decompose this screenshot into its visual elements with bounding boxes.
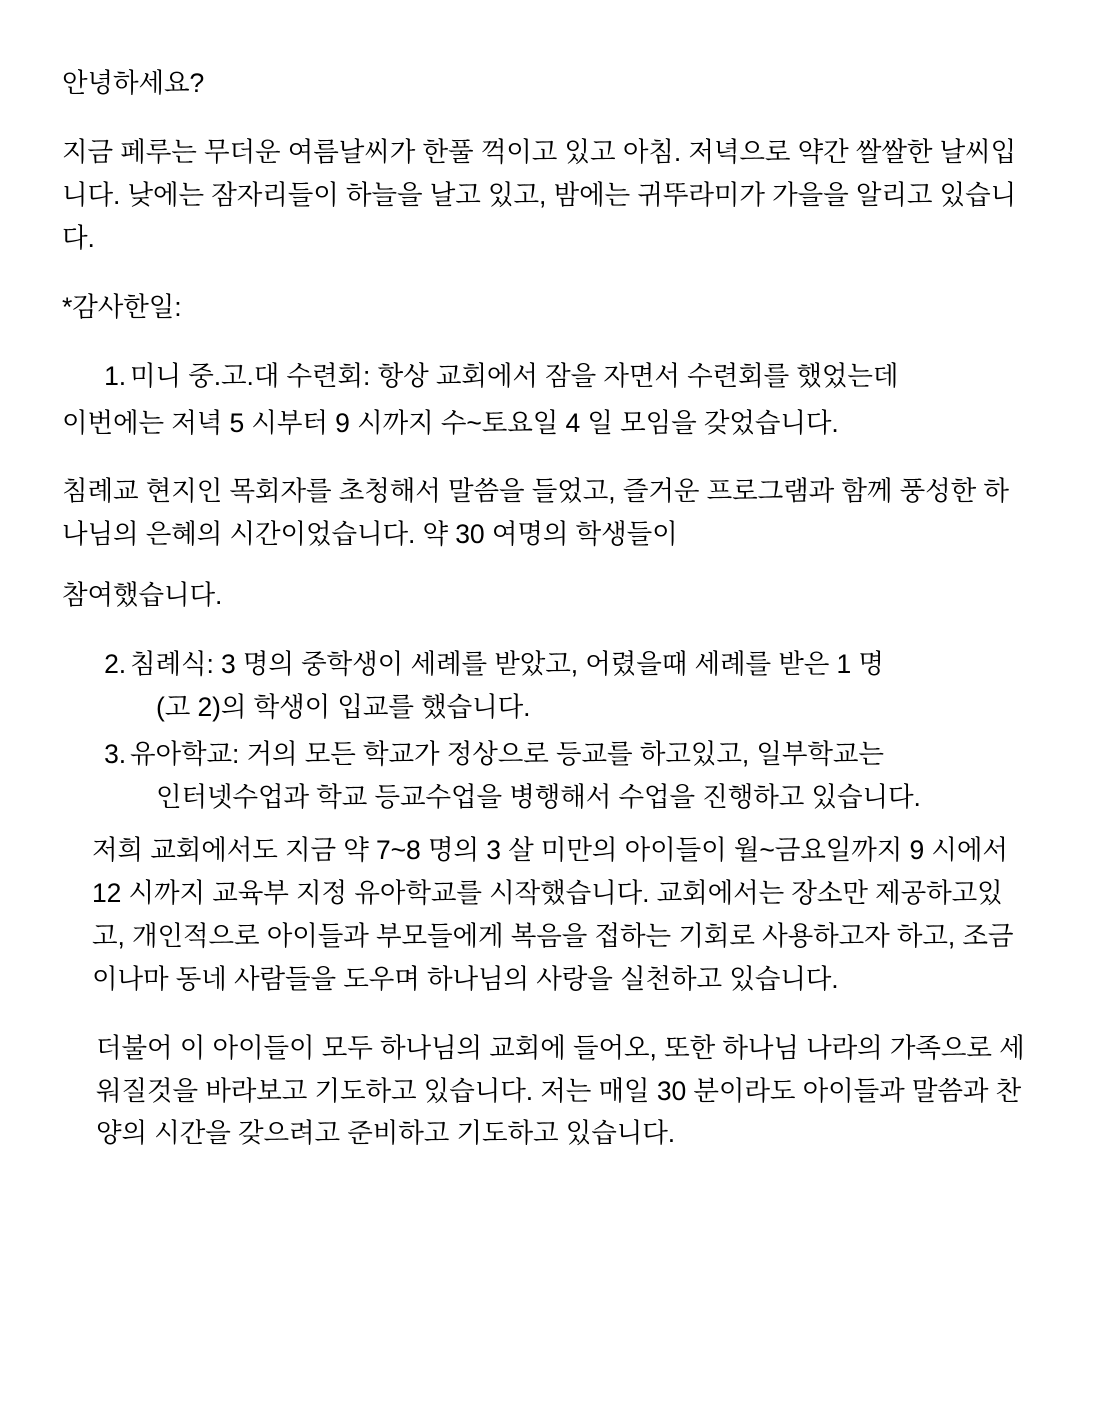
- list-item-label: 미니 중.고.대 수련회: 항상 교회에서 잠을 자면서 수련회를 했었는데: [130, 360, 899, 391]
- thanks-list-second: [62, 643, 1032, 819]
- thanks-heading: *감사한일:: [62, 291, 182, 322]
- list-item: [62, 643, 1032, 729]
- list-item-number: 2.: [104, 649, 126, 680]
- prayer-paragraph: 더불어 이 아이들이 모두 하나님의 교회에 들어오, 또한 하나님 나라의 가족으로 세워질것을 바라보고 기도하고 있습니다. 저는 매일 30 분이라도 아이들과 말씀과 찬양의 시간을 갖으려고 준비하고 기도하고 있습니다.: [96, 1032, 1025, 1149]
- list-item: [62, 733, 1032, 819]
- item1-follow-paragraph-2: 침례교 현지인 목회자를 초청해서 말씀을 들었고, 즐거운 프로그램과 함께 풍성한 하나님의 은혜의 시간이었습니다. 약 30 여명의 학생들이: [62, 476, 1009, 550]
- list-item: [62, 355, 1032, 398]
- kindergarten-paragraph: 저희 교회에서도 지금 약 7~8 명의 3 살 미만의 아이들이 월~금요일까지 9 시에서 12 시까지 교육부 지정 유아학교를 시작했습니다. 교회에서는 장소만 제공하고있고, 개인적으로 아이들과 부모들에게 복음을 접하는 기회로 사용하고자 하고, 조금이나마 동네 사람들을 도우며 하나님의 사랑을 실천하고 있습니다.: [92, 834, 1014, 994]
- list-item-number: 3.: [104, 739, 126, 770]
- item1-follow-paragraph-1: 이번에는 저녁 5 시부터 9 시까지 수~토요일 4 일 모임을 갖었습니다.: [62, 407, 839, 438]
- greeting-paragraph: 안녕하세요?: [62, 68, 205, 98]
- list-item-continuation: (고 2)의 학생이 입교를 했습니다.: [156, 692, 531, 723]
- list-item-number: 1.: [104, 360, 126, 391]
- item1-follow-paragraph-3: 참여했습니다.: [62, 580, 223, 611]
- list-item-label: 유아학교: 거의 모든 학교가 정상으로 등교를 하고있고, 일부학교는: [130, 739, 884, 770]
- thanks-list-first: [62, 355, 1032, 398]
- list-item-label: 침례식: 3 명의 중학생이 세례를 받았고, 어렸을때 세례를 받은 1 명: [130, 649, 884, 680]
- list-item-continuation: 인터넷수업과 학교 등교수업을 병행해서 수업을 진행하고 있습니다.: [156, 781, 921, 812]
- intro-paragraph: 지금 페루는 무더운 여름날씨가 한풀 꺽이고 있고 아침. 저녁으로 약간 쌀쌀한 날씨입니다. 낮에는 잠자리들이 하늘을 날고 있고, 밤에는 귀뚜라미가 가을을 알리고 있습니다.: [62, 136, 1017, 253]
